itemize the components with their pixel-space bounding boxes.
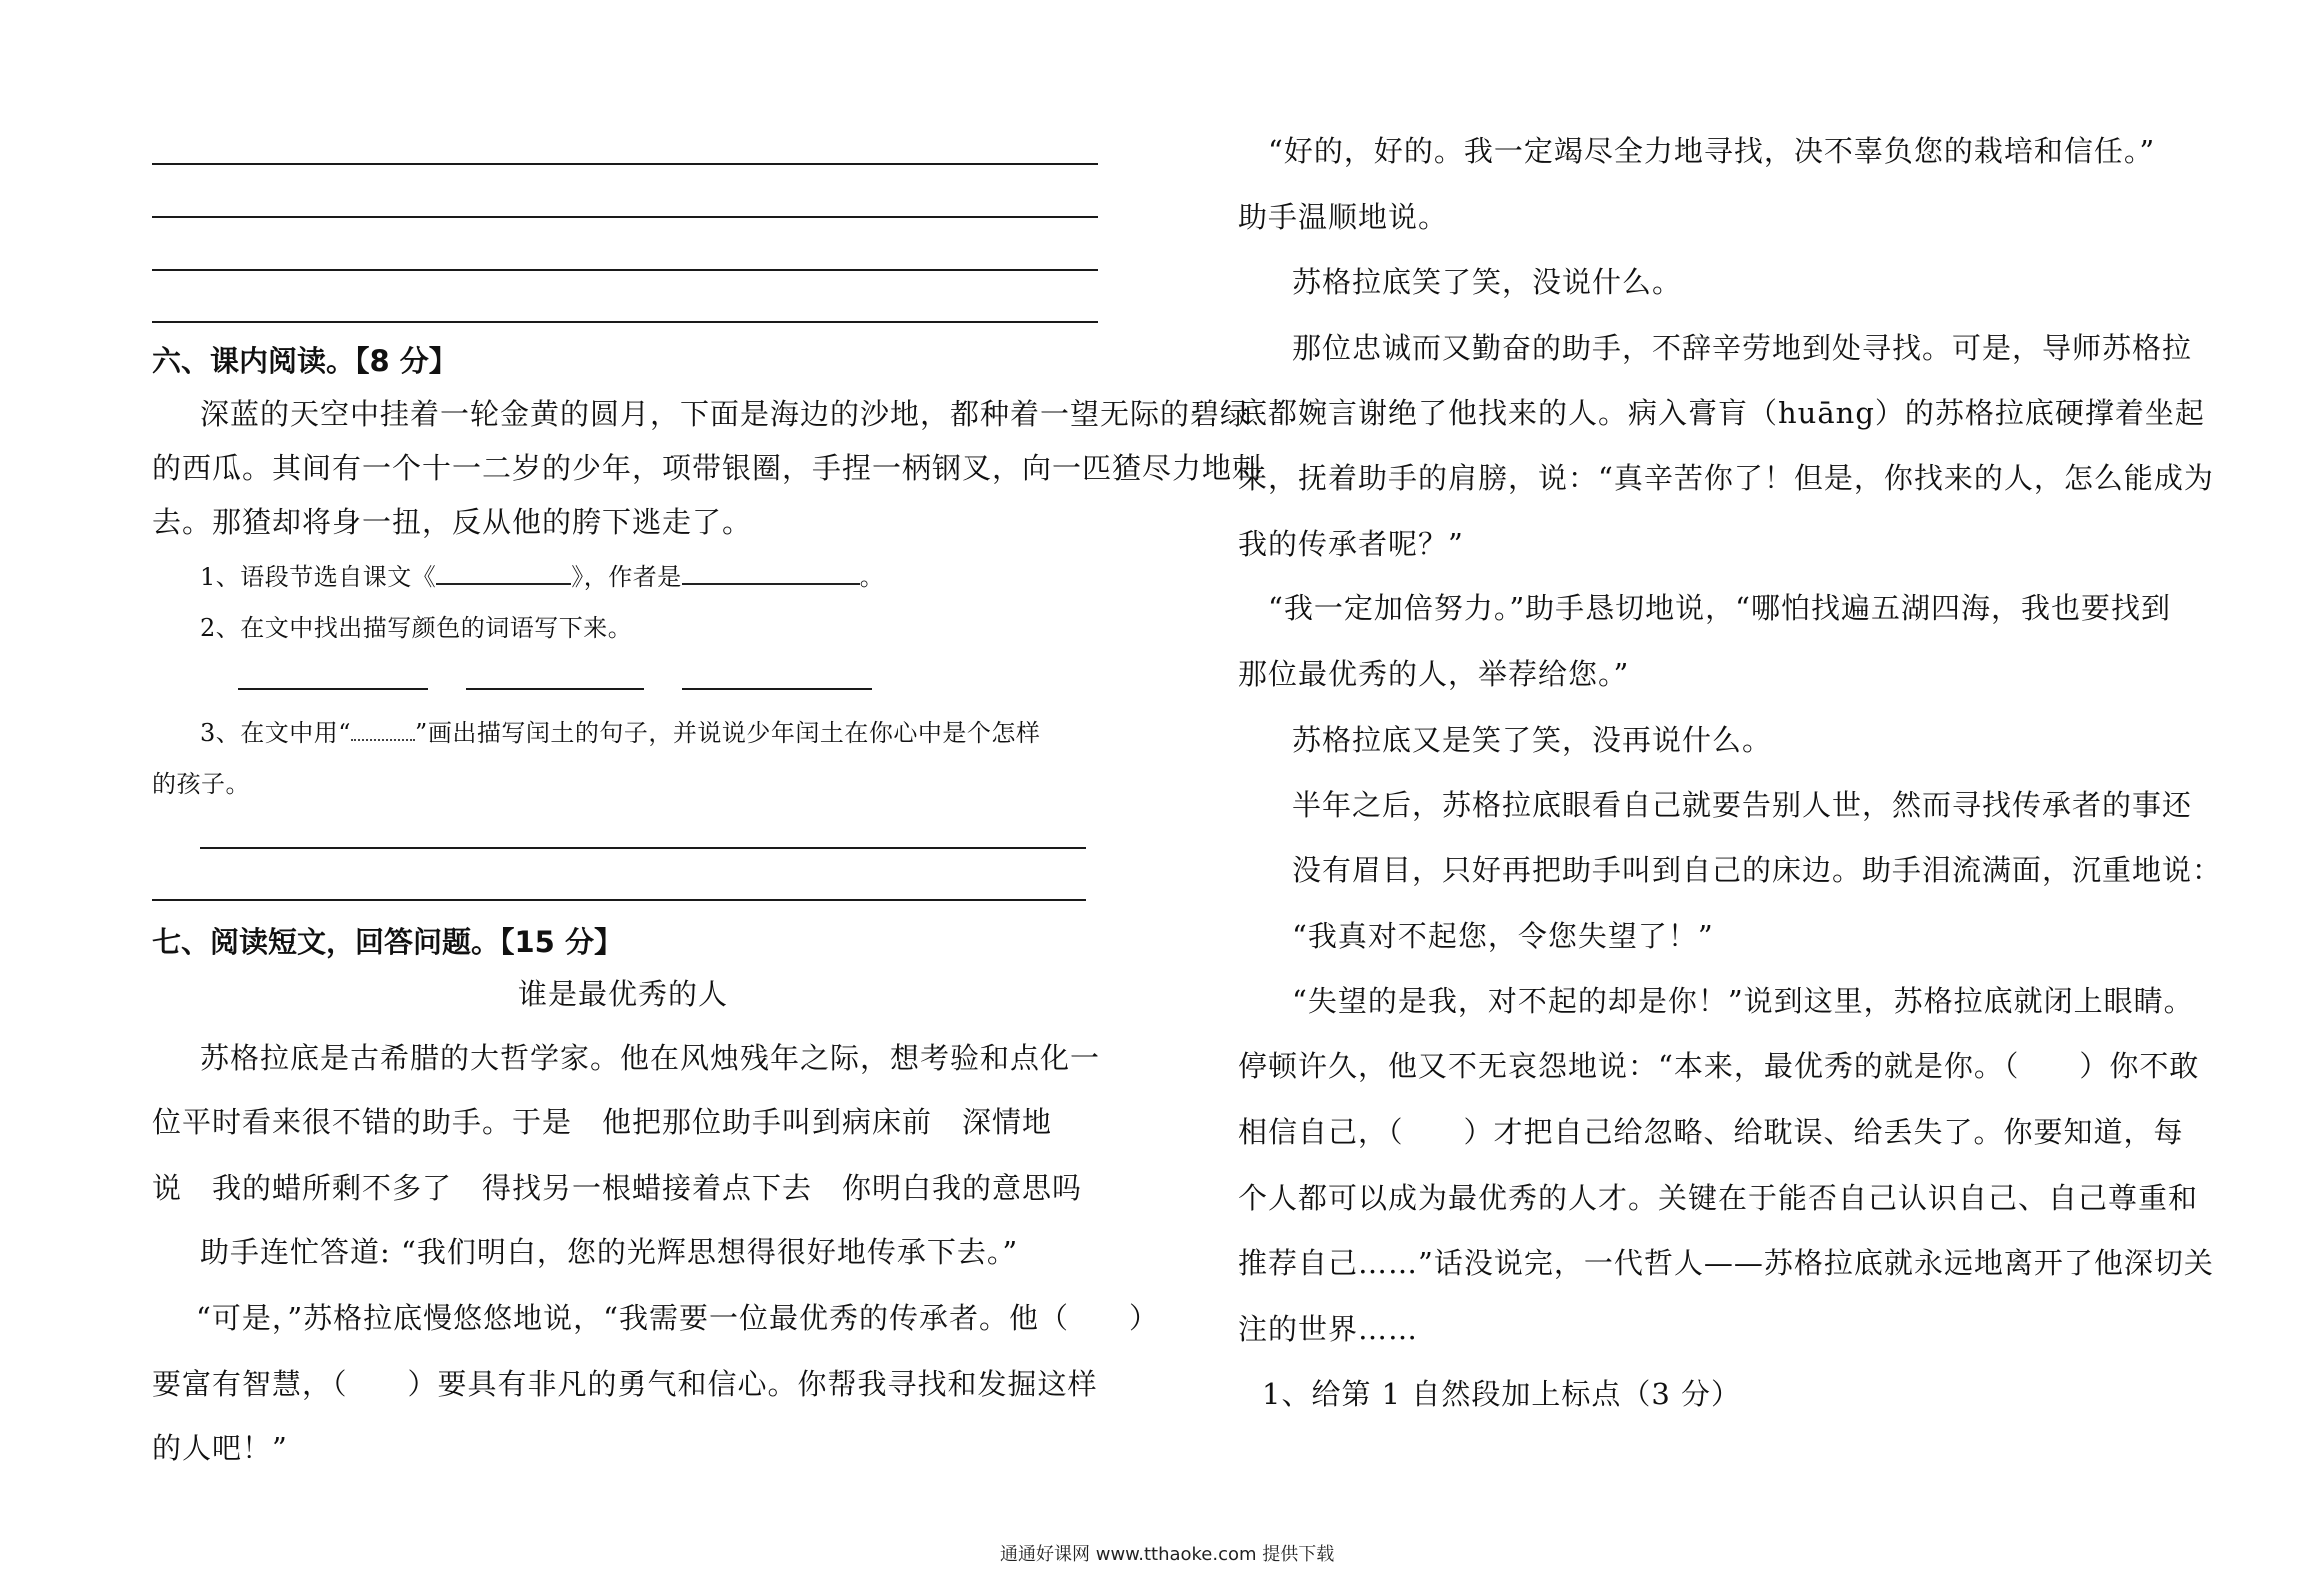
answer-line — [152, 899, 1086, 901]
article-paragraph: 注的世界…… — [1238, 1312, 1419, 1346]
footer-credit: 通通好课网 www.tthaoke.com 提供下载 — [1000, 1544, 1335, 1565]
article-paragraph: 说 我的蜡所剩不多了 得找另一根蜡接着点下去 你明白我的意思吗 — [152, 1171, 1083, 1205]
question-2: 2、在文中找出描写颜色的词语写下来。 — [200, 614, 633, 642]
article-paragraph: 那位忠诚而又勤奋的助手，不辞辛劳地到处寻找。可是，导师苏格拉 — [1292, 331, 2193, 365]
article-paragraph: 助手温顺地说。 — [1238, 200, 1449, 234]
article-paragraph: 的人吧！” — [152, 1431, 288, 1465]
question-3 — [200, 715, 1040, 751]
article-paragraph: 苏格拉底笑了笑，没说什么。 — [1292, 265, 1683, 299]
answer-line — [200, 847, 1086, 849]
article-paragraph: “我真对不起您，令您失望了！” — [1292, 919, 1714, 953]
answer-blank[interactable] — [436, 559, 571, 585]
section-heading: 七、阅读短文，回答问题。【15 分】 — [152, 925, 623, 959]
question-text: 1、语段节选自课文《 — [200, 563, 437, 591]
question-text: 。 — [859, 563, 885, 591]
article-paragraph: 要富有智慧，（ ）要具有非凡的勇气和信心。你帮我寻找和发掘这样 — [152, 1367, 1098, 1401]
answer-blank[interactable] — [682, 559, 860, 585]
answer-line — [152, 321, 1098, 323]
article-paragraph: 位平时看来很不错的助手。于是 他把那位助手叫到病床前 深情地 — [152, 1105, 1053, 1139]
passage-line: 深蓝的天空中挂着一轮金黄的圆月，下面是海边的沙地，都种着一望无际的碧绿 — [200, 397, 1251, 431]
article-paragraph: 个人都可以成为最优秀的人才。关键在于能否自己认识自己、自己尊重和 — [1238, 1181, 2199, 1215]
question-item: 1、给第 1 自然段加上标点（3 分） — [1262, 1377, 1742, 1411]
answer-line — [152, 269, 1098, 271]
question-text: ”画出描写闰土的句子，并说说少年闰土在你心中是个怎样 — [415, 719, 1041, 747]
article-paragraph: 相信自己，（ ）才把自己给忽略、给耽误、给丢失了。你要知道，每 — [1238, 1115, 2184, 1149]
article-paragraph: 苏格拉底是古希腊的大哲学家。他在风烛残年之际，想考验和点化一 — [200, 1041, 1101, 1075]
article-paragraph: 我的传承者呢？” — [1238, 527, 1464, 561]
article-paragraph: 苏格拉底又是笑了笑，没再说什么。 — [1292, 723, 1773, 757]
article-paragraph: 停顿许久，他又不无哀怨地说：“本来，最优秀的就是你。（ ）你不敢 — [1238, 1049, 2200, 1083]
article-paragraph: 推荐自己……”话没说完，一代哲人——苏格拉底就永远地离开了他深切关 — [1238, 1246, 2214, 1280]
question-3-cont: 的孩子。 — [152, 770, 250, 798]
section-heading: 六、课内阅读。【8 分】 — [152, 344, 458, 378]
article-paragraph: “失望的是我，对不起的却是你！”说到这里，苏格拉底就闭上眼睛。 — [1292, 984, 2194, 1018]
answer-line — [152, 163, 1098, 165]
answer-blank[interactable] — [466, 688, 644, 690]
wavy-underline-mark — [351, 717, 415, 741]
article-paragraph: “好的，好的。我一定竭尽全力地寻找，决不辜负您的栽培和信任。” — [1268, 134, 2156, 168]
article-paragraph: “我一定加倍努力。”助手恳切地说，“哪怕找遍五湖四海，我也要找到 — [1268, 591, 2171, 625]
article-paragraph: 助手连忙答道: “我们明白，您的光辉思想得很好地传承下去。” — [200, 1235, 1019, 1269]
article-paragraph: 来，抚着助手的肩膀，说：“真辛苦你了！但是，你找来的人，怎么能成为 — [1238, 461, 2214, 495]
passage-line: 去。那猹却将身一扭，反从他的胯下逃走了。 — [152, 505, 753, 539]
article-paragraph: 没有眉目，只好再把助手叫到自己的床边。助手泪流满面，沉重地说： — [1292, 853, 2223, 887]
question-text: 3、在文中用“ — [200, 719, 352, 747]
question-1 — [200, 559, 884, 595]
article-paragraph: 那位最优秀的人，举荐给您。” — [1238, 657, 1630, 691]
article-paragraph: 半年之后，苏格拉底眼看自己就要告别人世，然而寻找传承者的事还 — [1292, 788, 2193, 822]
passage-line: 的西瓜。其间有一个十一二岁的少年，项带银圈，手捏一柄钢叉，向一匹猹尽力地刺 — [152, 451, 1263, 485]
article-paragraph: 底都婉言谢绝了他找来的人。病入膏肓（huāng）的苏格拉底硬撑着坐起 — [1238, 396, 2205, 430]
answer-blank[interactable] — [238, 688, 428, 690]
question-text: 》，作者是 — [571, 563, 682, 591]
article-title: 谁是最优秀的人 — [518, 977, 729, 1011]
article-paragraph: “可是，”苏格拉底慢悠悠地说，“我需要一位最优秀的传承者。他（ ） — [196, 1301, 1159, 1335]
answer-line — [152, 216, 1098, 218]
answer-blank[interactable] — [682, 688, 872, 690]
